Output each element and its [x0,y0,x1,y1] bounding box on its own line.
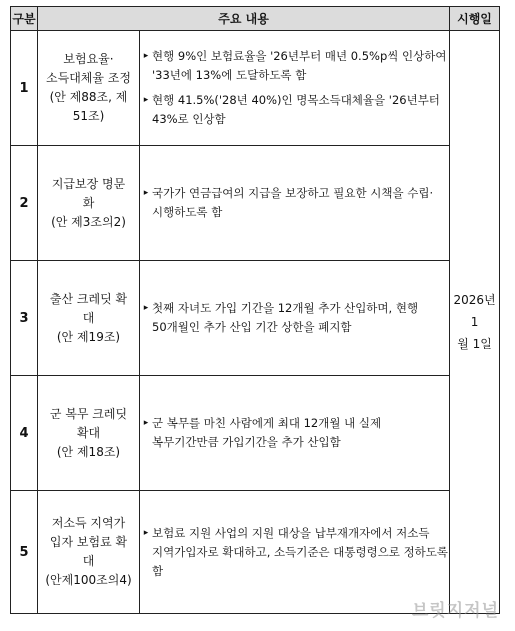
reform-item [38,261,140,376]
reform-item [38,376,140,491]
reform-item-line: 저소득 지역가 [51,516,126,530]
reform-item-line: 확대 [76,425,101,440]
watermark: 브릿지저널 [411,601,499,621]
bullet-text: 현행 9%인 보험료율을 '26년부터 매년 0.5%p씩 인상하여 '33년에 13%에 도달하도록 함 [152,49,447,82]
reform-item-line: 소득대체율 조정 [46,71,131,85]
table-row [11,261,500,376]
reform-item [38,31,140,146]
reform-item [38,491,140,614]
content-bullet [140,47,449,85]
row-number: 2 [11,146,38,261]
bullet-text: 보험료 지원 사업의 지원 대상을 납부재개자에서 저소득 지역가입자로 확대하고, 소득기준은 대통령령으로 정하도록 함 [152,525,448,578]
reform-item-line: 지급보장 명문 [51,176,126,191]
row-number: 5 [11,491,38,614]
reform-item-line: 51조) [72,109,105,123]
triangle-bullet-icon: ▸ [143,95,149,105]
content-bullet [140,524,449,581]
reform-item-line: 출산 크레딧 확 [49,291,128,306]
reform-item-line: 보험요율· [63,52,114,66]
effective-date [450,31,500,614]
reform-item-line: 군 복무 크레딧 [49,406,128,421]
row-number: 1 [11,31,38,146]
reform-content [140,491,450,614]
reform-item-line: (안 제3조의2) [51,214,126,229]
reform-content [140,376,450,491]
reform-item-line: 입자 보험료 확 [49,535,128,549]
bullet-text: 현행 41.5%('28년 40%)인 명목소득대체율을 '26년부터 43%로 인상함 [152,93,440,126]
triangle-bullet-icon: ▸ [143,188,149,198]
reform-item-line: (안 제18조) [56,444,121,459]
triangle-bullet-icon: ▸ [143,303,149,313]
table-row [11,31,500,146]
header-category: 구분 [11,7,38,31]
bullet-text: 군 복무를 마친 사람에게 최대 12개월 내 실제 복무기간만큼 가입기간을 추가 산입함 [152,416,382,449]
row-number: 4 [11,376,38,491]
reform-item-line: 대 [82,554,95,568]
content-bullet [140,91,449,129]
table-row [11,146,500,261]
row-number: 3 [11,261,38,376]
header-effective-date: 시행일 [450,7,500,31]
amendment-table [10,6,500,614]
content-bullet [140,184,449,222]
reform-item [38,146,140,261]
reform-content [140,261,450,376]
content-bullet [140,414,449,452]
triangle-bullet-icon: ▸ [143,51,149,61]
reform-item-line: 대 [82,310,95,325]
triangle-bullet-icon: ▸ [143,418,149,428]
reform-content [140,146,450,261]
effective-date-line: 2026년 1 [453,293,496,329]
table-header-row [11,7,500,31]
content-bullet [140,299,449,337]
reform-item-line: 화 [82,195,95,210]
reform-item-line: (안 제19조) [56,329,121,344]
effective-date-line: 월 1일 [457,337,492,351]
reform-content [140,31,450,146]
table-row [11,376,500,491]
reform-item-line: (안 제88조, 제 [49,90,128,104]
reform-item-line: (안제100조의4) [45,573,132,587]
bullet-text: 첫째 자녀도 가입 기간을 12개월 추가 산입하며, 현행 50개월인 추가 산입 기간 상한을 폐지함 [152,301,419,334]
header-main-content: 주요 내용 [38,7,450,31]
bullet-text: 국가가 연금급여의 지급을 보장하고 필요한 시책을 수립·시행하도록 함 [152,186,434,219]
triangle-bullet-icon: ▸ [143,527,149,538]
